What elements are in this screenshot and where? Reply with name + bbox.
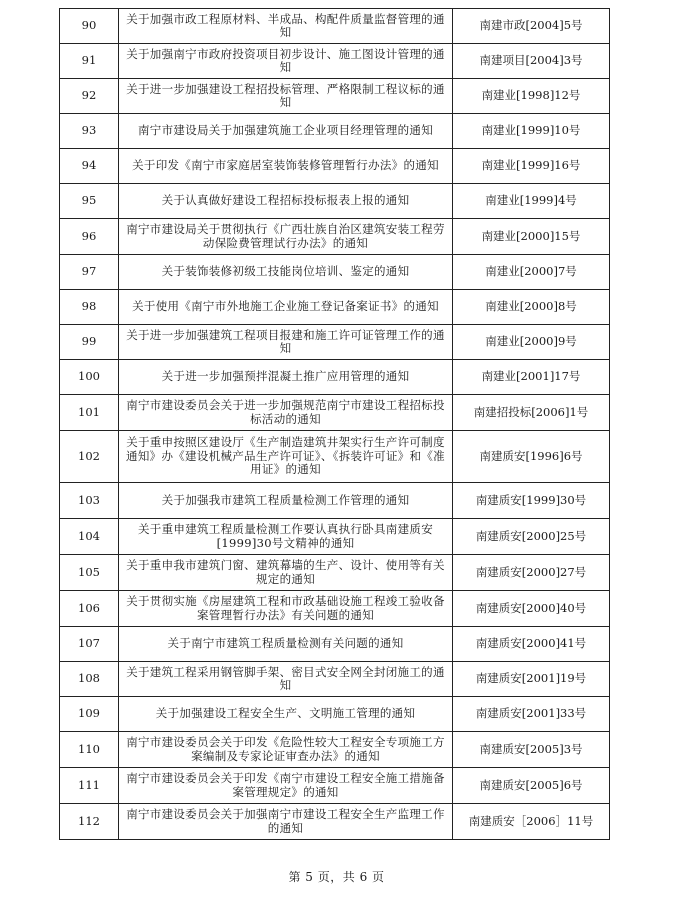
document-title: 关于使用《南宁市外地施工企业施工登记备案证书》的通知 [119,290,453,325]
table-row [60,697,610,732]
row-number: 93 [60,114,119,149]
document-code: 南建招投标[2006]1号 [453,395,610,431]
row-number: 103 [60,483,119,519]
row-number: 99 [60,325,119,360]
table-row [60,79,610,114]
document-code: 南建质安[1999]30号 [453,483,610,519]
table-row [60,591,610,627]
row-number: 90 [60,9,119,44]
row-number: 95 [60,184,119,219]
document-title: 关于加强南宁市政府投资项目初步设计、施工图设计管理的通知 [119,44,453,79]
document-code: 南建质安[2005]3号 [453,732,610,768]
document-title: 关于印发《南宁市家庭居室装饰装修管理暂行办法》的通知 [119,149,453,184]
row-number: 100 [60,360,119,395]
table-row [60,290,610,325]
document-title: 关于南宁市建筑工程质量检测有关问题的通知 [119,627,453,662]
row-number: 94 [60,149,119,184]
table-row [60,662,610,697]
table-row [60,114,610,149]
document-title: 关于进一步加强建筑工程项目报建和施工许可证管理工作的通知 [119,325,453,360]
document-title: 关于装饰装修初级工技能岗位培训、鉴定的通知 [119,255,453,290]
row-number: 101 [60,395,119,431]
document-title: 关于加强我市建筑工程质量检测工作管理的通知 [119,483,453,519]
document-code: 南建业[2001]17号 [453,360,610,395]
document-title: 南宁市建设局关于加强建筑施工企业项目经理管理的通知 [119,114,453,149]
document-title: 南宁市建设委员会关于印发《危险性较大工程安全专项施工方案编制及专家论证审查办法》的通知 [119,732,453,768]
row-number: 112 [60,804,119,840]
document-title: 关于重申我市建筑门窗、建筑幕墙的生产、设计、使用等有关规定的通知 [119,555,453,591]
document-code: 南建质安［2006］11号 [453,804,610,840]
table-row [60,519,610,555]
document-code: 南建质安[2000]25号 [453,519,610,555]
table-row [60,325,610,360]
document-code: 南建质安[2000]40号 [453,591,610,627]
document-title: 关于加强市政工程原材料、半成品、构配件质量监督管理的通知 [119,9,453,44]
table-row [60,431,610,483]
document-code: 南建质安[2001]19号 [453,662,610,697]
row-number: 110 [60,732,119,768]
document-title: 南宁市建设委员会关于进一步加强规范南宁市建设工程招标投标活动的通知 [119,395,453,431]
document-title: 关于建筑工程采用钢管脚手架、密目式安全网全封闭施工的通知 [119,662,453,697]
document-code: 南建业[2000]7号 [453,255,610,290]
document-code: 南建业[1999]4号 [453,184,610,219]
table-row [60,9,610,44]
row-number: 111 [60,768,119,804]
document-code: 南建质安[1996]6号 [453,431,610,483]
document-title: 南宁市建设委员会关于印发《南宁市建设工程安全施工措施备案管理规定》的通知 [119,768,453,804]
document-code: 南建业[2000]9号 [453,325,610,360]
document-title: 关于重申按照区建设厅《生产制造建筑井架实行生产许可制度通知》办《建设机械产品生产许可证》、《拆装许可证》和《准用证》的通知 [119,431,453,483]
table-row [60,360,610,395]
document-code: 南建业[1998]12号 [453,79,610,114]
document-code: 南建业[1999]10号 [453,114,610,149]
table-row [60,627,610,662]
row-number: 107 [60,627,119,662]
document-code: 南建质安[2005]6号 [453,768,610,804]
document-code: 南建项目[2004]3号 [453,44,610,79]
row-number: 106 [60,591,119,627]
document-title: 关于认真做好建设工程招标投标报表上报的通知 [119,184,453,219]
table-row [60,219,610,255]
row-number: 102 [60,431,119,483]
document-title: 关于贯彻实施《房屋建筑工程和市政基础设施工程竣工验收备案管理暂行办法》有关问题的通知 [119,591,453,627]
row-number: 98 [60,290,119,325]
table-row [60,732,610,768]
document-code: 南建质安[2000]27号 [453,555,610,591]
document-title: 关于进一步加强建设工程招投标管理、严格限制工程议标的通知 [119,79,453,114]
table-row [60,44,610,79]
document-code: 南建业[1999]16号 [453,149,610,184]
table-row [60,555,610,591]
row-number: 96 [60,219,119,255]
row-number: 104 [60,519,119,555]
document-code: 南建市政[2004]5号 [453,9,610,44]
row-number: 108 [60,662,119,697]
table-row [60,483,610,519]
document-title: 关于重申建筑工程质量检测工作要认真执行卧具南建质安[1999]30号文精神的通知 [119,519,453,555]
table-row [60,255,610,290]
row-number: 105 [60,555,119,591]
document-code: 南建业[2000]8号 [453,290,610,325]
row-number: 91 [60,44,119,79]
regulation-list-table [59,8,610,840]
table-row [60,804,610,840]
row-number: 97 [60,255,119,290]
row-number: 109 [60,697,119,732]
table-row [60,149,610,184]
table-row [60,184,610,219]
document-title: 关于加强建设工程安全生产、文明施工管理的通知 [119,697,453,732]
document-code: 南建质安[2001]33号 [453,697,610,732]
document-title: 南宁市建设委员会关于加强南宁市建设工程安全生产监理工作的通知 [119,804,453,840]
row-number: 92 [60,79,119,114]
document-code: 南建业[2000]15号 [453,219,610,255]
document-code: 南建质安[2000]41号 [453,627,610,662]
document-title: 南宁市建设局关于贯彻执行《广西壮族自治区建筑安装工程劳动保险费管理试行办法》的通知 [119,219,453,255]
table-row [60,395,610,431]
table-row [60,768,610,804]
document-title: 关于进一步加强预拌混凝土推广应用管理的通知 [119,360,453,395]
page-number-footer: 第 5 页，共 6 页 [288,870,385,884]
